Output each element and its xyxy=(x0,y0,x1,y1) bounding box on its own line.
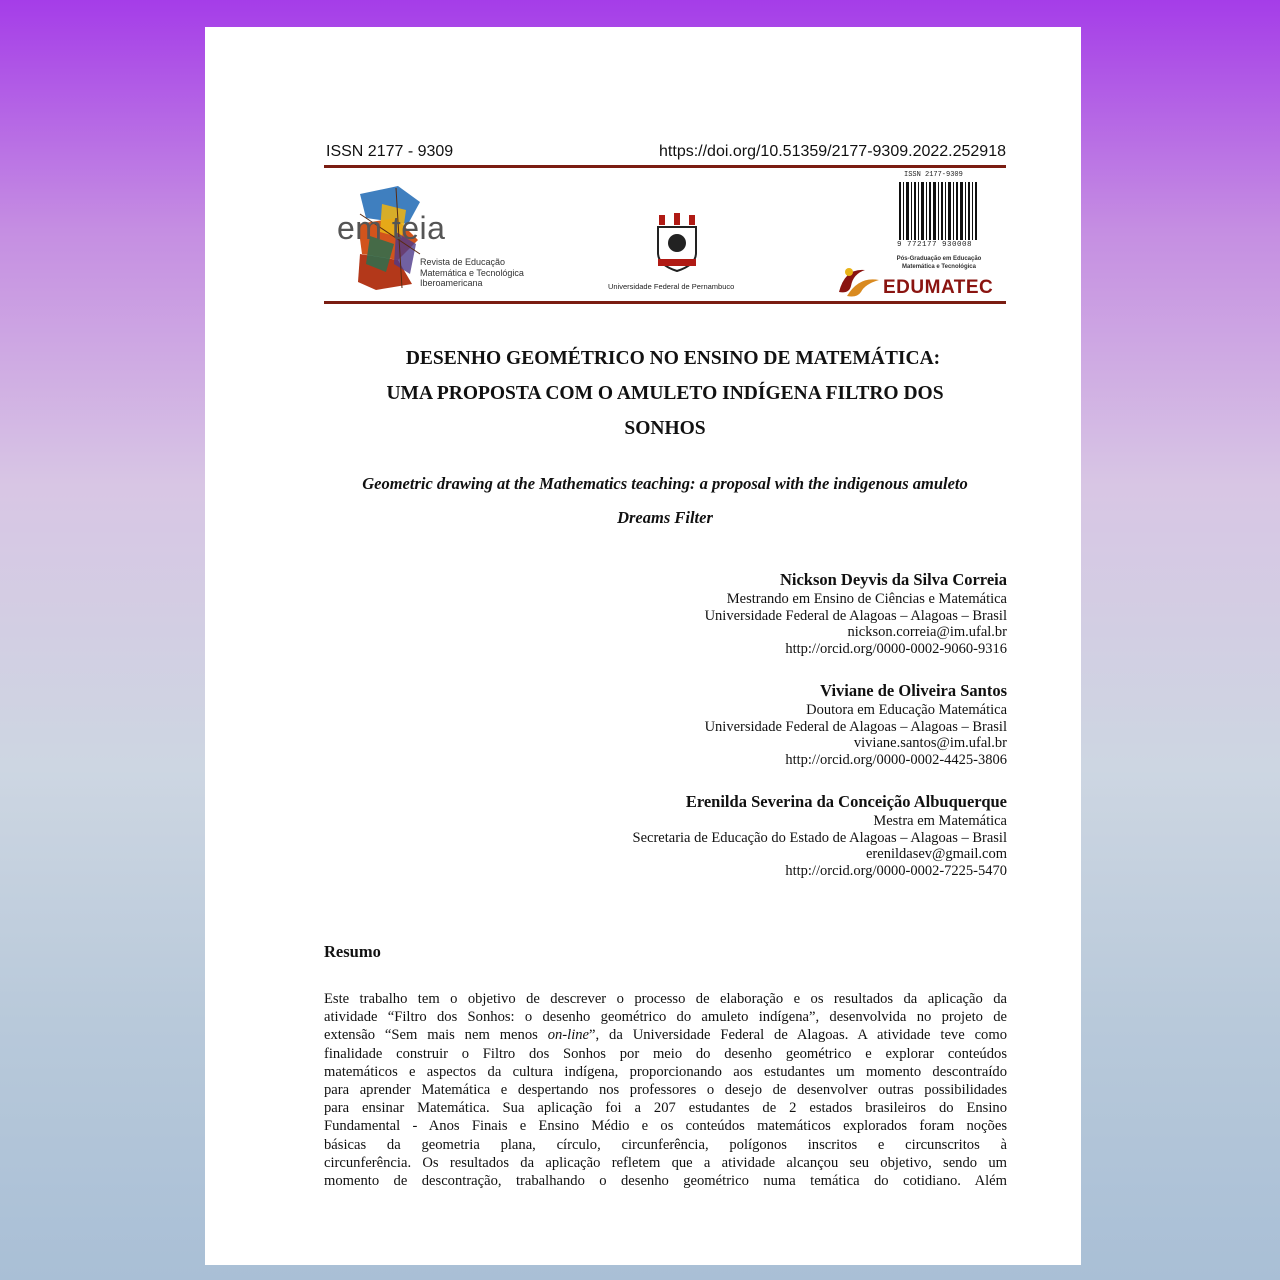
abstract-line: para aprender Matemática e despertando nos professores o desejo de desenvolver outras possibilidades xyxy=(324,1082,1007,1099)
author-email[interactable]: erenildasev@gmail.com xyxy=(866,846,1007,862)
edumatec-subtitle: Pós-Graduação em Educação Matemática e Tecnológica xyxy=(896,256,982,270)
author-affiliation: Secretaria de Educação do Estado de Alagoas – Alagoas – Brasil xyxy=(632,829,1007,846)
author-role: Mestrando em Ensino de Ciências e Matemática xyxy=(726,591,1007,607)
subtitle-line: Dreams Filter xyxy=(617,508,713,527)
author-role: Doutora em Educação Matemática xyxy=(806,702,1007,718)
author-affiliation: Universidade Federal de Alagoas – Alagoas – Brasil xyxy=(704,718,1007,735)
paper-subtitle-english xyxy=(320,467,1010,535)
title-line: SONHOS xyxy=(624,418,706,439)
barcode-number: 9 772177 930008 xyxy=(897,241,973,249)
subtitle-line: Geometric drawing at the Mathematics teaching: a proposal with the indigenous amuleto xyxy=(362,474,968,493)
edumatec-wordmark: EDUMATEC xyxy=(883,277,994,298)
abstract-line: Este trabalho tem o objetivo de descrever o processo de elaboração e os resultados da aplicação da xyxy=(324,991,1007,1007)
title-line: DESENHO GEOMÉTRICO NO ENSINO DE MATEMÁTICA: xyxy=(405,348,941,369)
abstract-heading: Resumo xyxy=(324,942,381,961)
abstract-line: Fundamental - Anos Finais e Ensino Médio e os conteúdos matemáticos explorados foram noções xyxy=(324,1118,1007,1135)
header-rule-top xyxy=(324,165,1006,168)
abstract-line: matemáticos e aspectos da cultura indígena, proporcionando aos estudantes um momento descontraído xyxy=(324,1063,1007,1080)
header-rule-bottom xyxy=(324,301,1006,304)
author-block xyxy=(705,680,1007,768)
author-name: Viviane de Oliveira Santos xyxy=(820,681,1007,700)
abstract-line: extensão “Sem mais nem menos on-line”, da Universidade Federal de Alagoas. A atividade teve como xyxy=(324,1027,1008,1044)
emteia-wordmark: em teia xyxy=(337,210,446,246)
abstract-line: atividade “Filtro dos Sonhos: o desenho geométrico do amuleto indígena”, desenvolvida no projeto de xyxy=(324,1009,1007,1026)
ufpe-crest-icon xyxy=(654,213,700,273)
abstract-line: momento de descontração, trabalhando o desenho geométrico numa temática do cotidiano. Além xyxy=(324,1173,1007,1190)
author-email[interactable]: viviane.santos@im.ufal.br xyxy=(853,735,1007,751)
barcode-icon xyxy=(893,172,983,252)
title-line: UMA PROPOSTA COM O AMULETO INDÍGENA FILTRO DOS xyxy=(386,383,944,404)
ufpe-name: Universidade Federal de Pernambuco xyxy=(608,282,735,291)
author-name: Nickson Deyvis da Silva Correia xyxy=(779,570,1007,589)
emteia-subtitle: Revista de Educação Matemática e Tecnológica Iberoamericana xyxy=(420,257,524,288)
author-name: Erenilda Severina da Conceição Albuquerque xyxy=(685,792,1007,811)
abstract-line: para ensinar Matemática. Sua aplicação foi a 207 estudantes de 2 estados brasileiros do Ensino xyxy=(324,1100,1007,1117)
abstract-body xyxy=(324,990,1007,1190)
author-orcid[interactable]: http://orcid.org/0000-0002-4425-3806 xyxy=(785,751,1007,768)
barcode-issn: ISSN 2177-9309 xyxy=(904,171,963,179)
author-block xyxy=(705,569,1007,657)
abstract-line: circunferência. Os resultados da aplicação refletem que a atividade alcançou seu objetivo, sendo um xyxy=(324,1154,1007,1171)
author-affiliation: Universidade Federal de Alagoas – Alagoas – Brasil xyxy=(704,607,1007,624)
author-block xyxy=(633,791,1007,879)
author-email[interactable]: nickson.correia@im.ufal.br xyxy=(847,624,1007,640)
author-orcid[interactable]: http://orcid.org/0000-0002-9060-9316 xyxy=(785,640,1007,657)
edumatec-swirl-icon xyxy=(835,262,883,298)
issn-label: ISSN 2177 - 9309 xyxy=(326,143,454,160)
doi-link[interactable]: https://doi.org/10.51359/2177-9309.2022.252918 xyxy=(659,143,1006,160)
paper-title xyxy=(330,341,1000,446)
abstract-line: básicas da geometria plana, círculo, circunferência, polígonos inscritos e circunscritos à xyxy=(324,1136,1007,1153)
abstract-line: finalidade construir o Filtro dos Sonhos por meio do desenho geométrico e explorar conteúdos xyxy=(324,1045,1007,1062)
author-orcid[interactable]: http://orcid.org/0000-0002-7225-5470 xyxy=(785,862,1007,879)
author-role: Mestra em Matemática xyxy=(873,813,1007,829)
